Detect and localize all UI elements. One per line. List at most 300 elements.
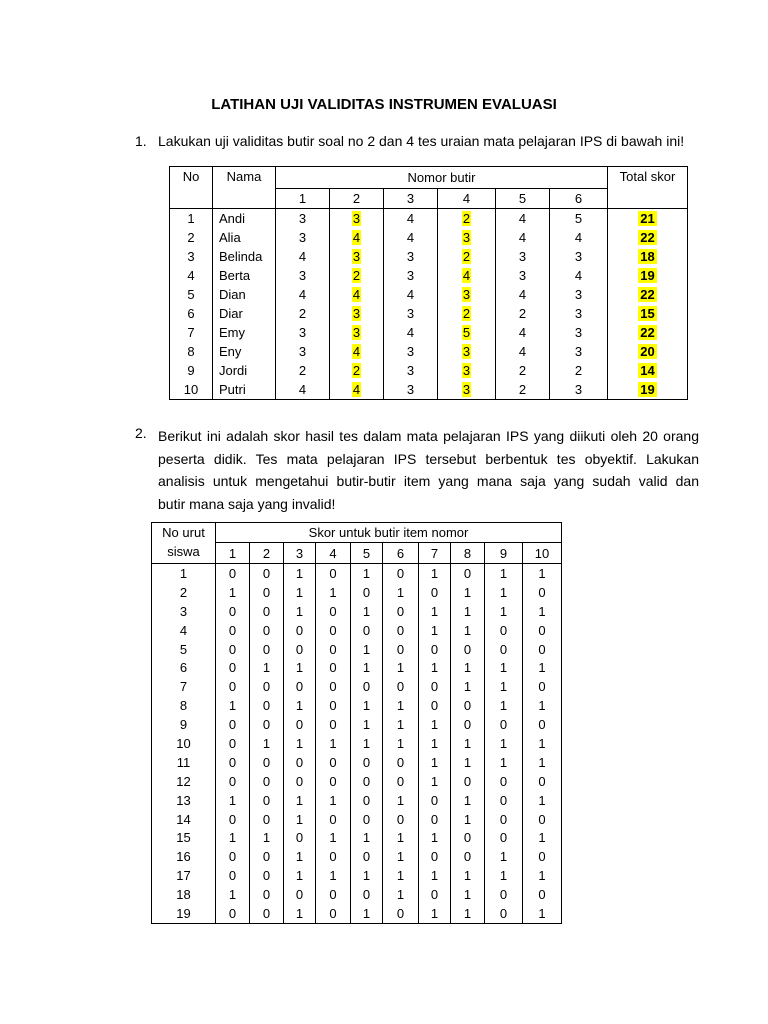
cell-score: 0 [419, 696, 451, 715]
cell-score: 0 [216, 658, 250, 677]
item-header: 9 [485, 543, 523, 564]
table-row [170, 380, 688, 400]
cell-no-urut: 11 [152, 753, 216, 772]
cell-score: 0 [485, 772, 523, 791]
cell-score: 4 [276, 247, 330, 266]
cell-score: 0 [351, 810, 383, 829]
cell-score: 0 [216, 640, 250, 659]
cell-score: 1 [419, 621, 451, 640]
cell-score: 2 [550, 361, 608, 380]
cell-score: 1 [284, 791, 316, 810]
cell-score: 0 [250, 677, 284, 696]
cell-score: 2 [276, 361, 330, 380]
highlighted-score: 4 [352, 287, 361, 302]
cell-score: 0 [250, 640, 284, 659]
item-header: 5 [351, 543, 383, 564]
cell-score: 0 [485, 640, 523, 659]
highlighted-score: 4 [352, 230, 361, 245]
cell-score: 0 [250, 810, 284, 829]
cell-score: 1 [284, 696, 316, 715]
highlighted-score: 4 [352, 344, 361, 359]
cell-score: 2 [276, 304, 330, 323]
cell-score: 1 [419, 715, 451, 734]
cell-total [608, 361, 688, 380]
highlighted-score: 2 [352, 268, 361, 283]
cell-score: 0 [316, 753, 351, 772]
cell-score: 0 [485, 828, 523, 847]
cell-total [608, 380, 688, 400]
cell-score: 1 [451, 753, 485, 772]
cell-score: 4 [384, 285, 438, 304]
cell-score [438, 285, 496, 304]
cell-score: 1 [523, 602, 562, 621]
cell-score: 1 [451, 866, 485, 885]
cell-score: 0 [250, 696, 284, 715]
cell-score [438, 209, 496, 229]
cell-total [608, 209, 688, 229]
cell-score: 1 [485, 564, 523, 583]
item-header: 3 [284, 543, 316, 564]
cell-score: 0 [351, 772, 383, 791]
item-header: 8 [451, 543, 485, 564]
cell-score: 1 [351, 658, 383, 677]
cell-total [608, 323, 688, 342]
cell-score: 1 [316, 791, 351, 810]
cell-score: 0 [523, 677, 562, 696]
table-row [152, 564, 562, 583]
cell-score: 0 [485, 621, 523, 640]
cell-total [608, 266, 688, 285]
cell-score: 1 [523, 904, 562, 923]
cell-score: 1 [383, 715, 419, 734]
cell-score: 0 [351, 885, 383, 904]
cell-total [608, 304, 688, 323]
cell-score: 1 [284, 734, 316, 753]
cell-score: 0 [485, 810, 523, 829]
table-row [152, 583, 562, 602]
question-2-line: analisis untuk mengetahui butir-butir item yang mana saja yang sudah valid dan [158, 473, 699, 489]
cell-nama: Belinda [213, 247, 276, 266]
cell-score: 0 [316, 715, 351, 734]
highlighted-score: 2 [462, 249, 471, 264]
cell-no: 3 [170, 247, 213, 266]
cell-score: 2 [496, 304, 550, 323]
cell-score: 0 [250, 715, 284, 734]
cell-score: 3 [276, 228, 330, 247]
cell-score: 1 [485, 602, 523, 621]
cell-score: 4 [496, 285, 550, 304]
cell-score: 3 [384, 361, 438, 380]
table-row [152, 677, 562, 696]
cell-score: 0 [316, 621, 351, 640]
cell-no: 8 [170, 342, 213, 361]
table-row [170, 285, 688, 304]
cell-total [608, 342, 688, 361]
highlighted-score: 3 [462, 230, 471, 245]
page-title: LATIHAN UJI VALIDITAS INSTRUMEN EVALUASI [211, 96, 557, 113]
cell-score: 4 [550, 266, 608, 285]
cell-score: 1 [485, 696, 523, 715]
cell-score: 0 [523, 772, 562, 791]
cell-score: 0 [419, 810, 451, 829]
cell-score: 1 [523, 564, 562, 583]
cell-score: 1 [383, 885, 419, 904]
cell-score: 0 [316, 640, 351, 659]
highlighted-total: 19 [640, 268, 655, 283]
cell-score: 1 [485, 753, 523, 772]
cell-no: 2 [170, 228, 213, 247]
highlighted-score: 4 [352, 382, 361, 397]
cell-no-urut: 10 [152, 734, 216, 753]
cell-score: 1 [419, 658, 451, 677]
table-row [152, 885, 562, 904]
question-2-line: butir mana saja yang invalid! [158, 495, 336, 512]
cell-no-urut: 5 [152, 640, 216, 659]
cell-no-urut: 2 [152, 583, 216, 602]
table-validity-essay [169, 166, 688, 400]
header-no-urut-line2: siswa [167, 544, 200, 559]
cell-score: 1 [284, 847, 316, 866]
item-header: 2 [250, 543, 284, 564]
cell-score: 1 [216, 791, 250, 810]
cell-score: 1 [351, 866, 383, 885]
cell-score: 0 [250, 904, 284, 923]
highlighted-score: 3 [462, 363, 471, 378]
cell-score: 1 [419, 564, 451, 583]
highlighted-total: 18 [640, 249, 655, 264]
cell-score: 1 [284, 904, 316, 923]
cell-score: 1 [523, 791, 562, 810]
cell-score: 0 [216, 715, 250, 734]
item-header: 4 [316, 543, 351, 564]
table-row [152, 810, 562, 829]
highlighted-total: 20 [640, 344, 655, 359]
cell-score: 0 [383, 772, 419, 791]
question-1-number: 1. [135, 133, 147, 149]
cell-score: 1 [383, 583, 419, 602]
cell-no-urut: 8 [152, 696, 216, 715]
header-total-skor: Total skor [608, 167, 688, 209]
cell-score: 0 [419, 640, 451, 659]
cell-score: 3 [384, 342, 438, 361]
cell-score: 1 [284, 602, 316, 621]
cell-score: 1 [485, 734, 523, 753]
cell-score: 1 [216, 583, 250, 602]
cell-score: 0 [284, 621, 316, 640]
cell-score: 0 [451, 564, 485, 583]
cell-score: 1 [284, 866, 316, 885]
table-row [152, 904, 562, 923]
cell-score: 3 [384, 380, 438, 400]
cell-score: 0 [419, 583, 451, 602]
table-row [152, 602, 562, 621]
header-skor-butir: Skor untuk butir item nomor [216, 523, 562, 543]
cell-score: 2 [496, 380, 550, 400]
cell-no-urut: 12 [152, 772, 216, 791]
cell-score: 0 [316, 885, 351, 904]
cell-no: 7 [170, 323, 213, 342]
cell-score: 0 [351, 791, 383, 810]
cell-score: 1 [351, 734, 383, 753]
table-row [152, 828, 562, 847]
cell-score: 0 [419, 847, 451, 866]
cell-score: 1 [451, 621, 485, 640]
cell-score: 0 [250, 772, 284, 791]
cell-score: 3 [550, 304, 608, 323]
cell-score: 0 [250, 621, 284, 640]
highlighted-total: 15 [640, 306, 655, 321]
cell-score: 0 [383, 677, 419, 696]
header-no-urut [152, 523, 216, 564]
cell-score: 1 [451, 904, 485, 923]
cell-nama: Jordi [213, 361, 276, 380]
butir-header: 5 [496, 189, 550, 209]
cell-score: 0 [216, 866, 250, 885]
cell-no-urut: 14 [152, 810, 216, 829]
cell-score: 0 [284, 753, 316, 772]
cell-no-urut: 18 [152, 885, 216, 904]
highlighted-score: 3 [462, 287, 471, 302]
cell-score [438, 323, 496, 342]
cell-score: 0 [316, 772, 351, 791]
cell-score: 0 [216, 810, 250, 829]
cell-score: 0 [383, 810, 419, 829]
table-row [152, 753, 562, 772]
highlighted-score: 5 [462, 325, 471, 340]
table-row [152, 847, 562, 866]
question-2-number: 2. [135, 425, 147, 441]
cell-score: 1 [523, 734, 562, 753]
cell-score: 0 [250, 602, 284, 621]
cell-score: 5 [550, 209, 608, 229]
cell-score: 1 [419, 904, 451, 923]
cell-score [330, 266, 384, 285]
cell-score: 0 [216, 677, 250, 696]
cell-nama: Diar [213, 304, 276, 323]
cell-no-urut: 13 [152, 791, 216, 810]
highlighted-score: 3 [462, 344, 471, 359]
highlighted-score: 3 [352, 249, 361, 264]
table-row [152, 734, 562, 753]
cell-score: 0 [284, 828, 316, 847]
cell-score [330, 342, 384, 361]
cell-score: 1 [250, 734, 284, 753]
cell-score [330, 361, 384, 380]
cell-score: 3 [276, 266, 330, 285]
cell-score [330, 304, 384, 323]
highlighted-score: 3 [352, 325, 361, 340]
cell-no-urut: 16 [152, 847, 216, 866]
table-objective-scores [151, 522, 562, 924]
cell-score: 0 [419, 677, 451, 696]
cell-score: 0 [284, 885, 316, 904]
cell-score: 3 [276, 209, 330, 229]
cell-score: 0 [216, 734, 250, 753]
cell-score: 1 [451, 658, 485, 677]
table-row [170, 228, 688, 247]
cell-score: 1 [216, 828, 250, 847]
cell-no-urut: 3 [152, 602, 216, 621]
cell-score: 1 [284, 583, 316, 602]
cell-score: 1 [523, 828, 562, 847]
cell-no: 1 [170, 209, 213, 229]
cell-no: 4 [170, 266, 213, 285]
cell-score: 0 [250, 753, 284, 772]
cell-score: 1 [523, 753, 562, 772]
cell-score: 1 [316, 583, 351, 602]
cell-no-urut: 4 [152, 621, 216, 640]
cell-score: 0 [351, 847, 383, 866]
cell-score: 1 [316, 866, 351, 885]
butir-header: 1 [276, 189, 330, 209]
cell-score: 0 [485, 904, 523, 923]
cell-score: 0 [316, 602, 351, 621]
cell-score: 0 [383, 602, 419, 621]
cell-score: 1 [485, 847, 523, 866]
cell-score: 0 [250, 564, 284, 583]
cell-no-urut: 19 [152, 904, 216, 923]
cell-score: 0 [216, 621, 250, 640]
cell-score: 1 [351, 715, 383, 734]
cell-score: 0 [250, 583, 284, 602]
cell-no-urut: 7 [152, 677, 216, 696]
cell-score: 0 [383, 904, 419, 923]
cell-score [330, 209, 384, 229]
cell-score: 0 [451, 828, 485, 847]
cell-score: 1 [523, 696, 562, 715]
cell-score: 0 [216, 602, 250, 621]
highlighted-total: 22 [640, 230, 655, 245]
cell-score: 1 [451, 810, 485, 829]
question-1-text: Lakukan uji validitas butir soal no 2 dan 4 tes uraian mata pelajaran IPS di bawah ini! [158, 133, 685, 149]
cell-score: 1 [485, 583, 523, 602]
cell-nama: Putri [213, 380, 276, 400]
highlighted-score: 4 [462, 268, 471, 283]
cell-score [438, 304, 496, 323]
table-row [170, 342, 688, 361]
table-row [170, 209, 688, 229]
cell-score: 3 [550, 342, 608, 361]
item-header: 10 [523, 543, 562, 564]
cell-nama: Emy [213, 323, 276, 342]
cell-nama: Dian [213, 285, 276, 304]
cell-score: 0 [216, 772, 250, 791]
cell-score: 1 [419, 602, 451, 621]
cell-score: 3 [276, 342, 330, 361]
cell-score: 1 [351, 828, 383, 847]
butir-header: 3 [384, 189, 438, 209]
cell-score: 1 [419, 828, 451, 847]
butir-header: 4 [438, 189, 496, 209]
table-row [170, 247, 688, 266]
table-row [152, 658, 562, 677]
cell-score: 0 [316, 658, 351, 677]
cell-score: 1 [351, 602, 383, 621]
cell-score: 1 [383, 828, 419, 847]
cell-score: 1 [451, 583, 485, 602]
cell-score: 0 [250, 866, 284, 885]
cell-score: 1 [284, 810, 316, 829]
highlighted-score: 3 [462, 382, 471, 397]
item-header: 7 [419, 543, 451, 564]
cell-score: 0 [523, 621, 562, 640]
cell-score: 0 [451, 640, 485, 659]
cell-score: 4 [496, 209, 550, 229]
butir-header: 6 [550, 189, 608, 209]
cell-score: 0 [383, 621, 419, 640]
cell-score: 1 [523, 866, 562, 885]
cell-score: 0 [523, 810, 562, 829]
highlighted-score: 2 [352, 363, 361, 378]
cell-score: 0 [351, 753, 383, 772]
cell-score: 1 [216, 885, 250, 904]
cell-score: 1 [351, 640, 383, 659]
cell-score [438, 266, 496, 285]
cell-score: 0 [316, 696, 351, 715]
highlighted-score: 3 [352, 211, 361, 226]
cell-nama: Eny [213, 342, 276, 361]
cell-score: 0 [451, 696, 485, 715]
cell-total [608, 228, 688, 247]
cell-score: 1 [451, 734, 485, 753]
table-row [152, 772, 562, 791]
cell-nama: Alia [213, 228, 276, 247]
cell-score: 0 [316, 904, 351, 923]
cell-score: 1 [419, 866, 451, 885]
cell-score: 4 [384, 209, 438, 229]
cell-score: 0 [485, 715, 523, 734]
cell-score: 0 [250, 791, 284, 810]
cell-score: 1 [451, 602, 485, 621]
cell-score: 0 [451, 715, 485, 734]
cell-score [330, 228, 384, 247]
table-row [152, 866, 562, 885]
cell-no-urut: 9 [152, 715, 216, 734]
header-no-urut-line1: No urut [162, 525, 205, 540]
cell-score: 2 [496, 361, 550, 380]
cell-no-urut: 1 [152, 564, 216, 583]
cell-score: 1 [485, 677, 523, 696]
cell-score: 0 [316, 564, 351, 583]
item-header: 6 [383, 543, 419, 564]
cell-score: 1 [419, 734, 451, 753]
header-nomor-butir: Nomor butir [276, 167, 608, 189]
cell-score: 1 [523, 658, 562, 677]
cell-no: 5 [170, 285, 213, 304]
highlighted-total: 19 [640, 382, 655, 397]
table-row [170, 266, 688, 285]
cell-no: 10 [170, 380, 213, 400]
cell-score: 3 [550, 247, 608, 266]
cell-score: 0 [216, 753, 250, 772]
cell-score: 1 [316, 734, 351, 753]
cell-score: 1 [419, 772, 451, 791]
cell-score: 0 [316, 810, 351, 829]
cell-score: 0 [250, 885, 284, 904]
cell-total [608, 285, 688, 304]
cell-score: 0 [419, 885, 451, 904]
cell-score: 1 [451, 885, 485, 904]
table-row [152, 715, 562, 734]
highlighted-score: 2 [462, 306, 471, 321]
cell-score: 1 [216, 696, 250, 715]
question-2-line: Berikut ini adalah skor hasil tes dalam mata pelajaran IPS yang diikuti oleh 20 orang [158, 428, 699, 444]
cell-score: 1 [351, 564, 383, 583]
cell-score: 0 [284, 772, 316, 791]
butir-header: 2 [330, 189, 384, 209]
cell-score: 0 [383, 564, 419, 583]
cell-no: 6 [170, 304, 213, 323]
